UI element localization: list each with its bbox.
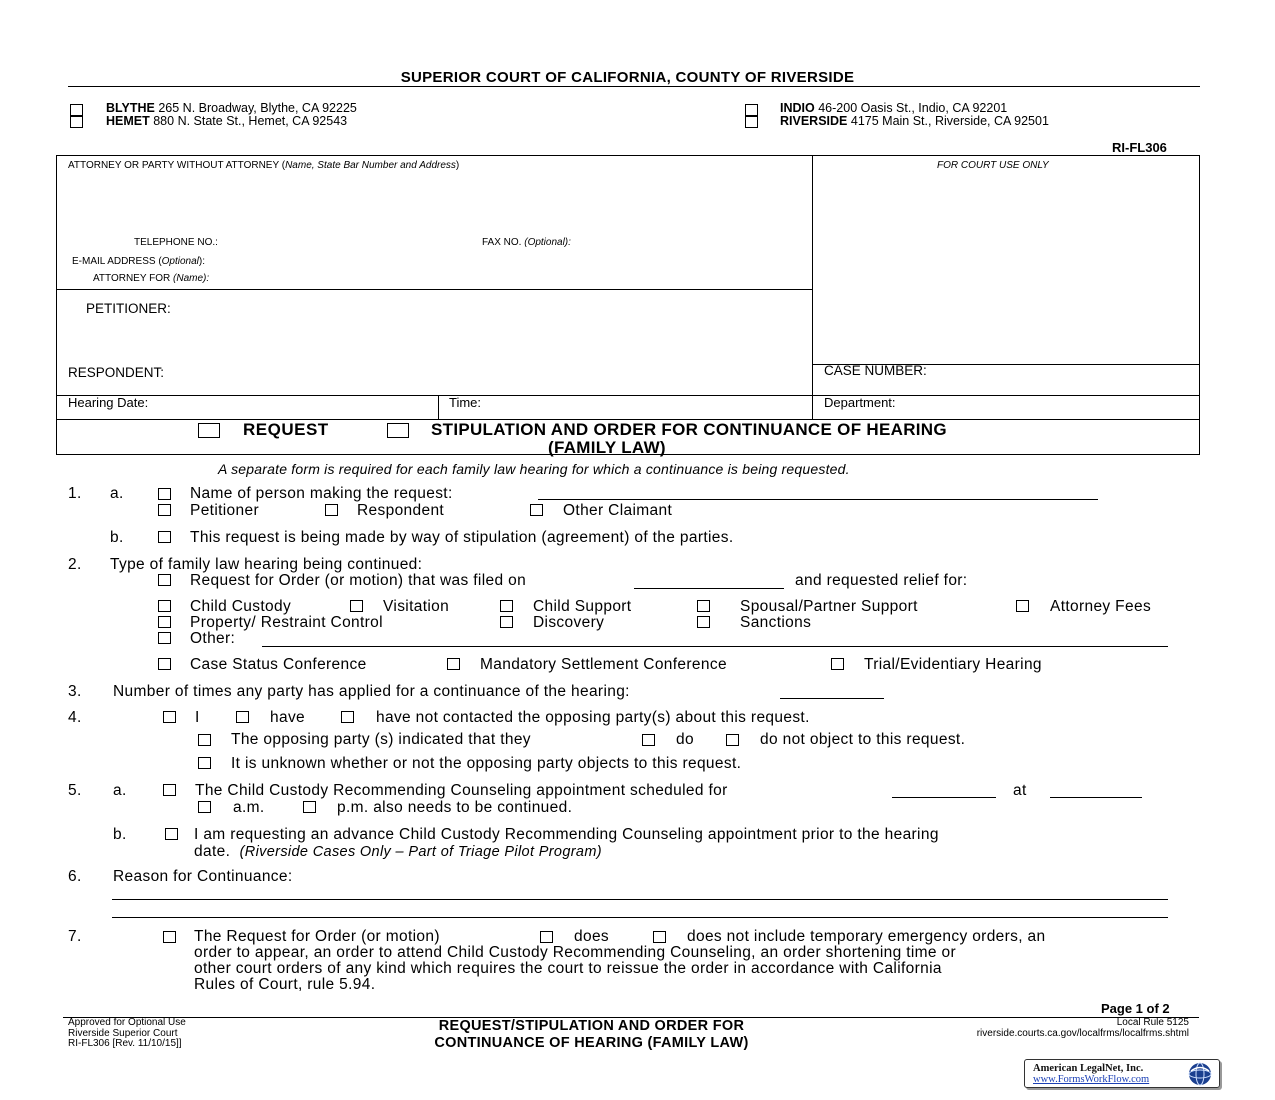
relief-label: and requested relief for: [795,572,968,589]
item-3-label: Number of times any party has applied for a continuance of the hearing: [113,683,630,700]
department-label: Department: [824,395,896,410]
do-checkbox[interactable] [642,734,655,746]
item-5a-checkbox[interactable] [163,784,176,796]
item-3-number: 3. [68,683,82,700]
rfo-checkbox[interactable] [158,574,171,586]
rfo-filed-date-field[interactable] [634,588,784,589]
item-7-text-2: order to appear, an order to attend Child Custody Recommending Counseling, an order shortening time or [194,944,957,961]
visitation-option: Visitation [383,598,450,615]
caption-box [56,155,1200,455]
hemet-checkbox[interactable] [70,116,83,128]
rfo-label: Request for Order (or motion) that was filed on [190,572,527,589]
item-7-text-1: does not include temporary emergency orders, an [687,928,1046,945]
footer-title: REQUEST/STIPULATION AND ORDER FOR CONTINUANCE OF HEARING (FAMILY LAW) [434,1018,749,1051]
spousal-support-option: Spousal/Partner Support [740,598,918,615]
respondent-option: Respondent [357,502,445,519]
court-title: SUPERIOR COURT OF CALIFORNIA, COUNTY OF RIVERSIDE [400,69,855,86]
request-title: REQUEST [243,420,329,439]
have-not-option: have not contacted the opposing party(s) about this request. [376,709,810,726]
msc-option: Mandatory Settlement Conference [480,656,727,673]
counseling-date-field[interactable] [892,797,996,798]
location-hemet: HEMET 880 N. State St., Hemet, CA 92543 [106,114,348,128]
item-2-number: 2. [68,556,82,573]
petitioner-option: Petitioner [190,502,259,519]
property-checkbox[interactable] [158,616,171,628]
child-custody-checkbox[interactable] [158,600,171,612]
child-support-option: Child Support [533,598,632,615]
requester-name-field[interactable] [538,499,1098,500]
separate-form-note: A separate form is required for each family law hearing for which a continuance is being requested. [218,461,850,477]
other-claimant-option: Other Claimant [563,502,673,519]
family-law-title: (FAMILY LAW) [548,438,666,457]
child-support-checkbox[interactable] [500,600,513,612]
petitioner-label: PETITIONER: [86,301,171,316]
item-5b-letter: b. [113,826,127,843]
at-label: at [1013,782,1027,799]
location-riverside: RIVERSIDE 4175 Main St., Riverside, CA 92501 [780,114,1049,128]
counseling-time-field[interactable] [1050,797,1142,798]
i-option: I [195,709,200,726]
header-rule [68,86,1200,87]
item-1b-label: This request is being made by way of stipulation (agreement) of the parties. [190,529,734,546]
discovery-option: Discovery [533,614,605,631]
item-1a-letter: a. [110,485,124,502]
attorney-label: ATTORNEY OR PARTY WITHOUT ATTORNEY (Name, State Bar Number and Address) [68,160,460,171]
other-option: Other: [190,630,236,647]
item-1b-checkbox[interactable] [158,531,171,543]
fax-label: FAX NO. (Optional): [482,237,571,248]
riverside-checkbox[interactable] [745,116,758,128]
blythe-checkbox[interactable] [70,104,83,116]
other-claimant-checkbox[interactable] [530,504,543,516]
attorney-for-label: ATTORNEY FOR (Name): [93,273,210,284]
petitioner-checkbox[interactable] [158,504,171,516]
legalnet-badge[interactable] [1024,1059,1220,1088]
location-blythe: BLYTHE 265 N. Broadway, Blythe, CA 92225 [106,101,357,115]
spousal-support-checkbox[interactable] [697,600,710,612]
item-2-label: Type of family law hearing being continued: [110,556,423,573]
email-label: E-MAIL ADDRESS (Optional): [72,256,206,267]
badge-url[interactable]: www.FormsWorkFlow.com [1033,1074,1150,1085]
indio-checkbox[interactable] [745,104,758,116]
respondent-checkbox[interactable] [325,504,338,516]
telephone-label: TELEPHONE NO.: [134,237,218,248]
stipulation-title: STIPULATION AND ORDER FOR CONTINUANCE OF HEARING [431,420,947,439]
have-checkbox[interactable] [236,711,249,723]
do-not-option: do not object to this request. [760,731,966,748]
item-5-number: 5. [68,782,82,799]
globe-icon [1185,1062,1215,1086]
do-not-checkbox[interactable] [726,734,739,746]
item-5a-label: The Child Custody Recommending Counseling appointment scheduled for [195,782,728,799]
item-7-checkbox[interactable] [163,931,176,943]
item-7-text-4: Rules of Court, rule 5.94. [194,976,376,993]
unknown-checkbox[interactable] [198,757,211,769]
pm-checkbox[interactable] [303,801,316,813]
footer-left: Approved for Optional Use Riverside Superior Court RI-FL306 [Rev. 11/10/15]] [68,1017,186,1049]
caption-divider [812,155,813,419]
visitation-checkbox[interactable] [350,600,363,612]
reason-line-2[interactable] [112,917,1168,918]
item-1a-label: Name of person making the request: [190,485,453,502]
location-indio: INDIO 46-200 Oasis St., Indio, CA 92201 [780,101,1008,115]
pm-option: p.m. also needs to be continued. [337,799,573,816]
child-custody-option: Child Custody [190,598,292,615]
court-use-label: FOR COURT USE ONLY [937,160,1049,171]
attorney-fees-checkbox[interactable] [1016,600,1029,612]
discovery-checkbox[interactable] [500,616,513,628]
item-5b-label: I am requesting an advance Child Custody Recommending Counseling appointment prior to the hearing [194,826,939,843]
i-checkbox[interactable] [163,711,176,723]
respondent-label: RESPONDENT: [68,365,165,380]
continuance-count-field[interactable] [780,698,884,699]
trial-option: Trial/Evidentiary Hearing [864,656,1042,673]
item-1-number: 1. [68,485,82,502]
item-7-number: 7. [68,928,82,945]
item-6-number: 6. [68,868,82,885]
attorney-fees-option: Attorney Fees [1050,598,1152,615]
unknown-label: It is unknown whether or not the opposing party objects to this request. [231,755,742,772]
badge-name: American LegalNet, Inc. [1033,1063,1144,1074]
item-4-number: 4. [68,709,82,726]
am-option: a.m. [233,799,265,816]
am-checkbox[interactable] [198,801,211,813]
other-description-field[interactable] [262,646,1168,647]
opposing-indicated-checkbox[interactable] [198,734,211,746]
item-7-label: The Request for Order (or motion) [194,928,440,945]
item-1a-checkbox[interactable] [158,488,171,500]
item-6-label: Reason for Continuance: [113,868,293,885]
case-number-label: CASE NUMBER: [824,363,927,378]
page-number: Page 1 of 2 [1101,1001,1170,1016]
case-status-option: Case Status Conference [190,656,367,673]
does-option: does [574,928,610,945]
item-5b-checkbox[interactable] [165,828,178,840]
does-not-checkbox[interactable] [653,931,666,943]
reason-line-1[interactable] [112,899,1168,900]
item-5a-letter: a. [113,782,127,799]
case-status-checkbox[interactable] [158,658,171,670]
request-checkbox[interactable] [198,423,220,438]
have-not-checkbox[interactable] [341,711,354,723]
sanctions-option: Sanctions [740,614,812,631]
item-1b-letter: b. [110,529,124,546]
msc-checkbox[interactable] [447,658,460,670]
have-option: have [270,709,306,726]
do-option: do [676,731,694,748]
trial-checkbox[interactable] [831,658,844,670]
time-label: Time: [449,395,482,410]
footer-right: Local Rule 5125 riverside.courts.ca.gov/localfrms/localfrms.shtml [976,1017,1189,1039]
property-option: Property/ Restraint Control [190,614,383,631]
item-5b-label-2: date. (Riverside Cases Only – Part of Triage Pilot Program) [194,843,602,860]
item-7-text-3: other court orders of any kind which requires the court to reissue the order in accordance with California [194,960,942,977]
other-checkbox[interactable] [158,632,171,644]
sanctions-checkbox[interactable] [697,616,710,628]
hearing-date-label: Hearing Date: [68,395,149,410]
stipulation-checkbox[interactable] [387,423,409,438]
form-id: RI-FL306 [1112,140,1167,155]
opposing-indicated-label: The opposing party (s) indicated that they [231,731,531,748]
does-checkbox[interactable] [540,931,553,943]
